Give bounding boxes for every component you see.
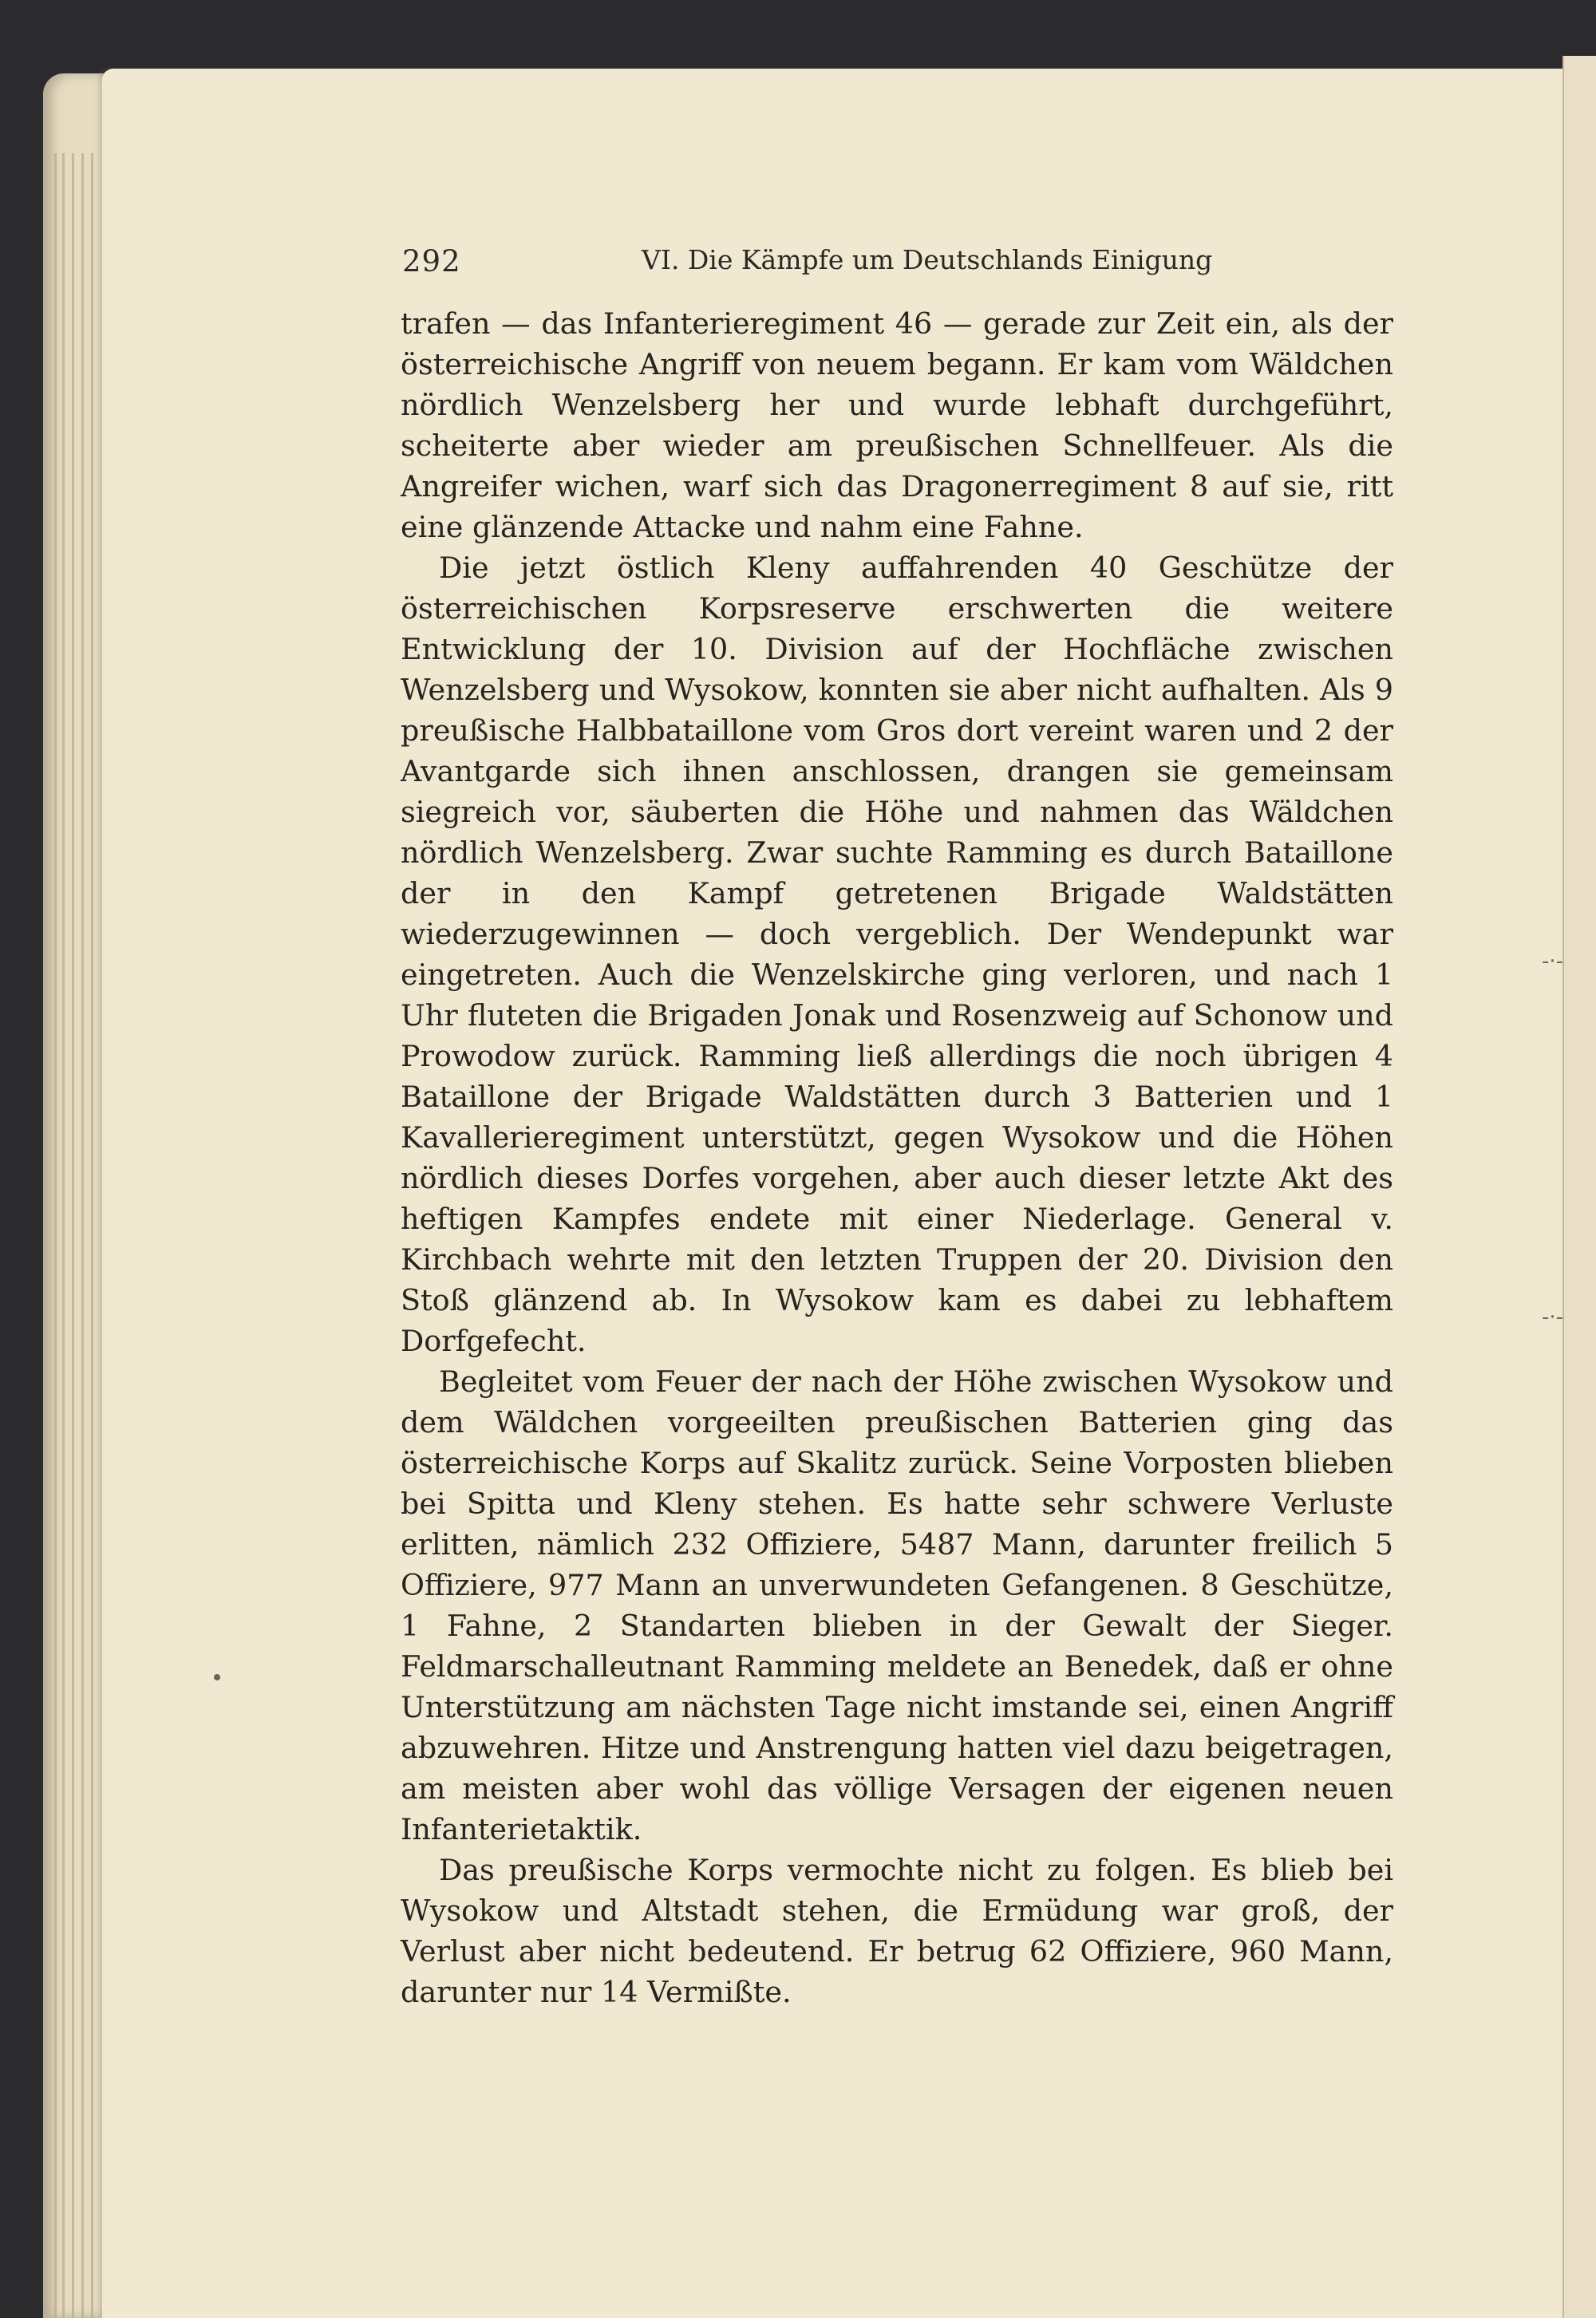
page-edge-line <box>54 153 57 2318</box>
page-header <box>402 244 1393 279</box>
paper-speck <box>214 1674 220 1680</box>
paragraph: Begleitet vom Feuer der nach der Höhe zwischen Wysokow und dem Wäldchen vorgeeilten preußischen Batterien ging das österreichische Korps auf Skalitz zurück. Seine Vorposten blieben bei Spitta und Kleny stehen. Es hatte sehr schwere Verluste erlitten, nämlich 232 Offiziere, 5487 Mann, darunter freilich 5 Offiziere, 977 Mann an unverwundeten Gefangenen. 8 Geschütze, 1 Fahne, 2 Standarten blieben in der Gewalt der Sieger. Feldmarschalleutnant Ramming meldete an Benedek, daß er ohne Unterstützung am nächsten Tage nicht imstande sei, einen Angriff abzuwehren. Hitze und Anstrengung hatten viel dazu beigetragen, am meisten aber wohl das völlige Versagen der eigenen neuen Infanterietaktik. <box>401 1364 1393 1846</box>
edge-crop-mark: -·- <box>1542 950 1564 973</box>
page-edge-line <box>91 153 93 2318</box>
paragraph: Die jetzt östlich Kleny auffahrenden 40 Geschütze der österreichischen Korpsreserve erschwerten die weitere Entwicklung der 10. Division auf der Hochfläche zwischen Wenzelsberg und Wysokow, konnten sie aber nicht aufhalten. Als 9 preußische Halbbataillone vom Gros dort vereint waren und 2 der Avantgarde sich ihnen anschlossen, drangen sie gemeinsam siegreich vor, säuberten die Höhe und nahmen das Wäldchen nördlich Wenzelsberg. Zwar suchte Ramming es durch Bataillone der in den Kampf getretenen Brigade Waldstätten wiederzugewinnen — doch vergeblich. Der Wendepunkt war eingetreten. Auch die Wenzelskirche ging verloren, und nach 1 Uhr fluteten die Brigaden Jonak und Rosenzweig auf Schonow und Prowodow zurück. Ramming ließ allerdings die noch übrigen 4 Bataillone der Brigade Waldstätten durch 3 Batterien und 1 Kavallerieregiment unterstützt, gegen Wysokow und die Höhen nördlich dieses Dorfes vorgehen, aber auch dieser letzte Akt des heftigen Kampfes endete mit einer Niederlage. General v. Kirchbach wehrte mit den letzten Truppen der 20. Division den Stoß glänzend ab. In Wysokow kam es dabei zu lebhaftem Dorfgefecht. <box>401 551 1393 1358</box>
page-edge-line <box>81 153 84 2318</box>
edge-crop-mark: -·- <box>1542 1305 1564 1329</box>
page-number: 292 <box>402 244 461 278</box>
facing-page-edge <box>1562 56 1596 2318</box>
page-edge-line <box>62 153 65 2318</box>
paragraph: trafen — das Infanterieregiment 46 — gerade zur Zeit ein, als der österreichische Angriff von neuem begann. Er kam vom Wäldchen nördlich Wenzelsberg her und wurde lebhaft durchgeführt, scheiterte aber wieder am preußischen Schnellfeuer. Als die Angreifer wichen, warf sich das Dragonerregiment 8 auf sie, ritt eine glänzende Attacke und nahm eine Fahne. <box>401 306 1393 544</box>
paragraph: Das preußische Korps vermochte nicht zu folgen. Es blieb bei Wysokow und Altstadt stehen, die Ermüdung war groß, der Verlust aber nicht bedeutend. Er betrug 62 Offiziere, 960 Mann, darunter nur 14 Vermißte. <box>401 1853 1393 2009</box>
body-text <box>401 303 1393 2012</box>
running-title: VI. Die Kämpfe um Deutschlands Einigung <box>642 244 1213 275</box>
page-edge-line <box>72 153 74 2318</box>
